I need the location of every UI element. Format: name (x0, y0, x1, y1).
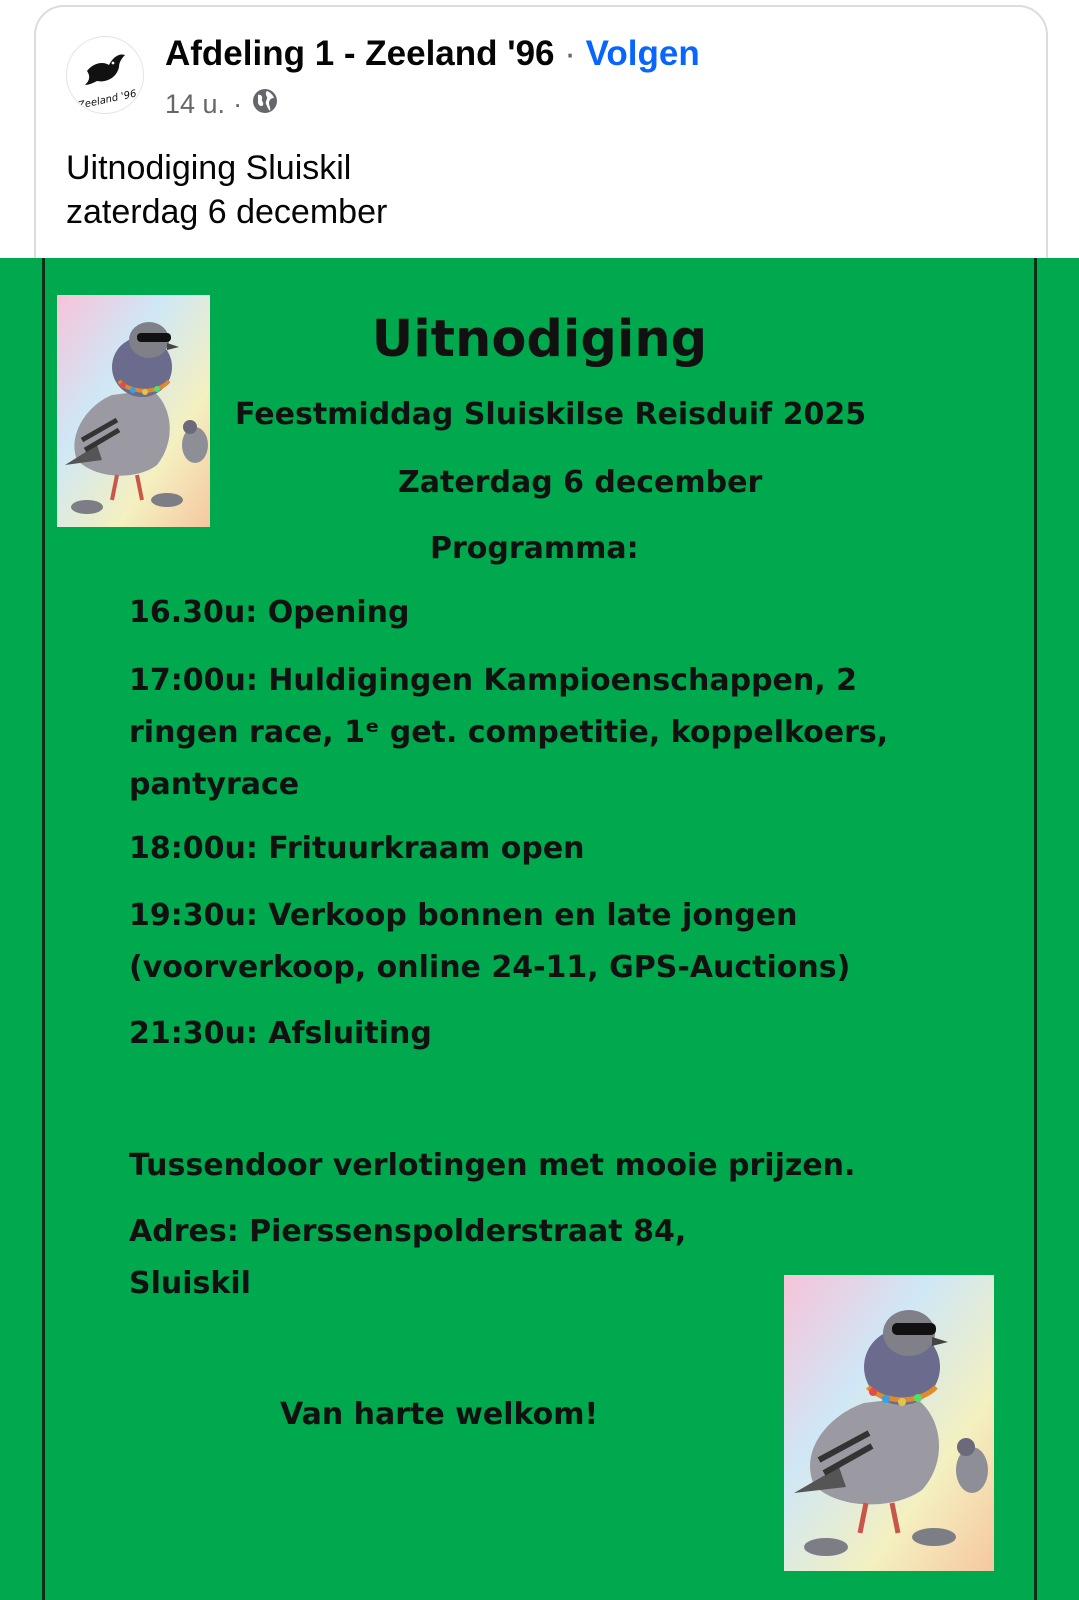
program-item: 18:00u: Frituurkraam open (129, 831, 585, 866)
author-line (165, 34, 700, 74)
welcome-text: Van harte welkom! (280, 1397, 599, 1432)
post-text (66, 146, 387, 234)
address-line: Adres: Pierssenspolderstraat 84, (129, 1214, 687, 1249)
address-line: Sluiskil (129, 1266, 251, 1301)
author-name[interactable]: Afdeling 1 - Zeeland '96 (165, 34, 555, 73)
program-item: pantyrace (129, 767, 300, 802)
flyer-subtitle: Feestmiddag Sluiskilse Reisduif 2025 (235, 397, 867, 432)
program-item: (voorverkoop, online 24-11, GPS-Auctions) (129, 950, 851, 985)
avatar[interactable] (66, 36, 144, 114)
program-item: 19:30u: Verkoop bonnen en late jongen (129, 898, 798, 933)
svg-text:Zeeland '96: Zeeland '96 (77, 88, 138, 112)
flyer-date: Zaterdag 6 december (398, 465, 763, 500)
program-item: 17:00u: Huldigingen Kampioenschappen, 2 (129, 663, 857, 698)
flyer-border-left (42, 258, 45, 1600)
meta-dot: · (233, 89, 243, 119)
separator: · (564, 34, 576, 73)
program-heading: Programma: (430, 531, 639, 566)
post-meta (165, 86, 280, 123)
program-item: 16.30u: Opening (129, 595, 410, 630)
post-text-line: zaterdag 6 december (66, 193, 388, 231)
globe-icon (250, 86, 280, 123)
program-item: 21:30u: Afsluiting (129, 1016, 432, 1051)
follow-button[interactable]: Volgen (585, 34, 700, 73)
post-text-line: Uitnodiging Sluiskil (66, 149, 352, 187)
pigeon-with-sunglasses-icon (784, 1275, 994, 1571)
flyer-image[interactable] (0, 258, 1079, 1600)
dove-logo-icon (67, 37, 143, 113)
post-time[interactable]: 14 u. (165, 89, 226, 119)
raffle-text: Tussendoor verlotingen met mooie prijzen. (129, 1148, 856, 1183)
program-item: ringen race, 1ᵉ get. competitie, koppelkoers, (129, 715, 889, 750)
flyer-border-right (1034, 258, 1037, 1600)
flyer-title: Uitnodiging (371, 310, 708, 369)
